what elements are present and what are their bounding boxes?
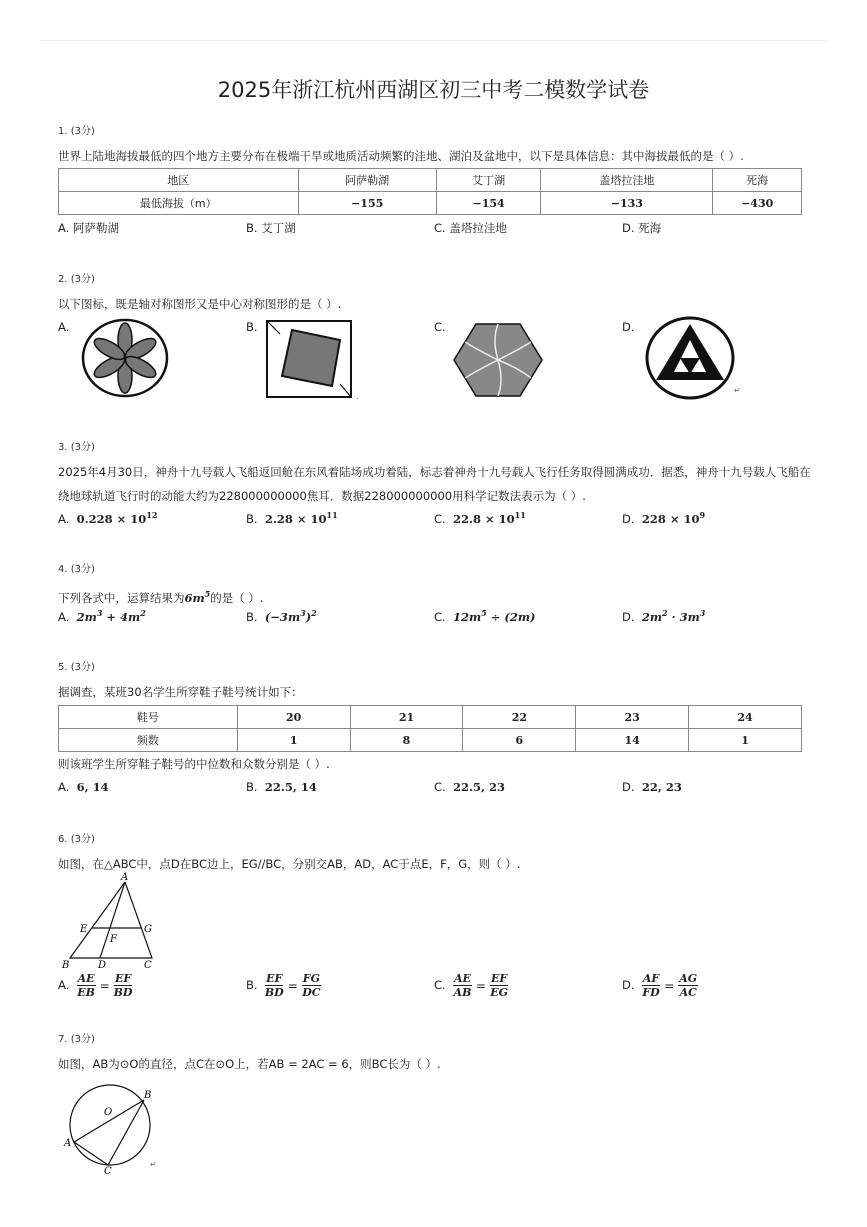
- label-g: G: [144, 924, 152, 935]
- fraction: $\frac{EF}{BD}$: [113, 972, 133, 999]
- question-2-stem: 以下图标，既是轴对称图形又是中心对称图形的是（ ）.: [58, 297, 342, 311]
- option-exponent: 11: [326, 510, 338, 520]
- option-a[interactable]: A.: [58, 320, 70, 334]
- option-label: A.: [58, 609, 70, 624]
- table-cell: 23: [576, 706, 689, 729]
- option-label: D.: [622, 780, 635, 794]
- option-c[interactable]: [434, 510, 526, 526]
- table-cell: 6: [463, 729, 576, 752]
- option-value: 22.5, 23: [453, 780, 506, 794]
- option-a[interactable]: A. $\frac{AE}{EB}$ = $\frac{EF}{BD}$: [58, 972, 133, 999]
- table-row-label: 频数: [59, 729, 238, 752]
- option-exponent: 9: [699, 510, 706, 520]
- option-b[interactable]: [246, 780, 317, 794]
- fraction: $\frac{AG}{AC}$: [679, 972, 698, 999]
- stem-exponent: 5: [204, 589, 211, 599]
- label-d: D: [98, 960, 107, 971]
- fraction: $\frac{EF}{EG}$: [490, 972, 508, 999]
- label-b: B: [62, 960, 70, 971]
- table-cell: 24: [689, 706, 802, 729]
- table-cell: −154: [436, 192, 541, 215]
- question-4-stem: [58, 582, 264, 610]
- table-cell: −430: [713, 192, 802, 215]
- hexagon-pinwheel-figure: [452, 320, 544, 400]
- option-label: B.: [246, 511, 258, 526]
- option-b[interactable]: B. $(-3m^3)^2$: [246, 608, 317, 624]
- table-cell: −155: [298, 192, 436, 215]
- return-mark: ↵: [734, 386, 741, 395]
- table-header-cell: 地区: [59, 169, 299, 192]
- option-b[interactable]: B. $\frac{EF}{BD}$ = $\frac{FG}{DC}$: [246, 972, 321, 999]
- table-header-cell: 阿萨勒湖: [298, 169, 436, 192]
- question-4-header: 4. (3分): [58, 564, 95, 575]
- triangle-circle-figure: [644, 316, 736, 400]
- question-5-stem-2: 则该班学生所穿鞋子鞋号的中位数和众数分别是（ ）.: [58, 757, 330, 771]
- table-cell: 8: [350, 729, 463, 752]
- fraction: $\frac{FG}{DC}$: [302, 972, 321, 999]
- label-a: A: [64, 1138, 72, 1149]
- triangle-abc-figure: [58, 872, 168, 972]
- option-base: 22.8 × 10: [453, 511, 515, 526]
- option-label: C.: [434, 978, 446, 992]
- flower-circle-figure: [80, 316, 170, 400]
- label-a: A: [121, 872, 129, 883]
- option-a[interactable]: A. 阿萨勒湖: [58, 221, 119, 235]
- question-3-header: 3. (3分): [58, 442, 95, 453]
- table-header-cell: 艾丁湖: [436, 169, 541, 192]
- option-base: 0.228 × 10: [76, 511, 147, 526]
- option-c[interactable]: C. 盖塔拉洼地: [434, 221, 507, 235]
- label-b: B: [144, 1090, 152, 1101]
- option-label: C.: [434, 780, 446, 794]
- option-d[interactable]: D. $2m^2 \cdot 3m^3$: [622, 608, 706, 624]
- option-value: 6, 14: [76, 780, 109, 794]
- option-c[interactable]: C. $\frac{AE}{AB}$ = $\frac{EF}{EG}$: [434, 972, 508, 999]
- question-2-header: 2. (3分): [58, 274, 95, 285]
- option-c[interactable]: C.: [434, 320, 446, 334]
- fraction: $\frac{AE}{EB}$: [77, 972, 95, 999]
- table-row-label: 鞋号: [59, 706, 238, 729]
- option-b[interactable]: [246, 510, 338, 526]
- table-cell: 22: [463, 706, 576, 729]
- stem-text: 的是（ ）.: [210, 590, 264, 605]
- table-header-cell: 盖塔拉洼地: [541, 169, 713, 192]
- question-1-header: 1. (3分): [58, 126, 95, 137]
- option-b[interactable]: B. 艾丁湖: [246, 221, 296, 235]
- label-e: E: [80, 924, 88, 935]
- table-cell: 1: [689, 729, 802, 752]
- square-in-square-figure: [264, 318, 356, 400]
- fraction: $\frac{EF}{BD}$: [264, 972, 284, 999]
- question-7-stem: 如图，AB为⊙O的直径，点C在⊙O上，若AB = 2AC = 6，则BC长为（ ）.: [58, 1057, 441, 1071]
- fraction: $\frac{AF}{FD}$: [642, 972, 660, 999]
- option-b[interactable]: B.: [246, 320, 258, 334]
- top-divider: [40, 40, 827, 41]
- option-base: 2.28 × 10: [264, 511, 327, 526]
- label-f: F: [110, 934, 117, 945]
- table-cell: 21: [350, 706, 463, 729]
- fraction: $\frac{AE}{AB}$: [453, 972, 472, 999]
- option-label: D.: [622, 609, 635, 624]
- table-cell: −133: [541, 192, 713, 215]
- option-label: A.: [58, 511, 70, 526]
- option-label: B.: [246, 609, 258, 624]
- table-cell: 1: [237, 729, 350, 752]
- option-exponent: 12: [146, 510, 158, 520]
- option-exponent: 11: [514, 510, 526, 520]
- question-1-stem: 世界上陆地海拔最低的四个地方主要分布在极端干旱或地质活动频繁的洼地、湖泊及盆地中，以下是具体信息：其中海拔最低的是（ ）.: [58, 149, 744, 163]
- question-6-stem: 如图，在△ABC中，点D在BC边上，EG//BC，分别交AB，AD，AC于点E，F，G，则（ ）.: [58, 857, 521, 871]
- option-label: C.: [434, 511, 446, 526]
- table-cell: 20: [237, 706, 350, 729]
- option-label: B.: [246, 978, 258, 992]
- option-label: D.: [622, 978, 635, 992]
- question-5-header: 5. (3分): [58, 662, 95, 673]
- question-3-stem-line-2: 绕地球轨道飞行时的动能大约为228000000000焦耳．数据228000000000用科学记数法表示为（ ）.: [58, 489, 586, 503]
- option-value: 22.5, 14: [264, 780, 317, 794]
- return-mark: ↵: [150, 1160, 157, 1169]
- option-a[interactable]: [58, 510, 157, 526]
- label-c: C: [144, 960, 152, 971]
- stem-text: 下列各式中，运算结果为: [58, 590, 185, 605]
- option-label: A.: [58, 780, 70, 794]
- option-c[interactable]: [434, 780, 505, 794]
- question-6-header: 6. (3分): [58, 834, 95, 845]
- option-base: 228 × 10: [641, 511, 700, 526]
- label-o: O: [104, 1107, 113, 1118]
- option-d[interactable]: D. $\frac{AF}{FD}$ = $\frac{AG}{AC}$: [622, 972, 698, 999]
- option-value: 22, 23: [641, 780, 682, 794]
- option-a[interactable]: A. $2m^3 + 4m^2$: [58, 608, 146, 624]
- option-d[interactable]: [622, 780, 682, 794]
- option-label: D.: [622, 511, 635, 526]
- table-cell: 14: [576, 729, 689, 752]
- option-d[interactable]: D. 死海: [622, 221, 662, 235]
- question-7-header: 7. (3分): [58, 1034, 95, 1045]
- option-label: B.: [246, 780, 258, 794]
- option-d[interactable]: [622, 510, 705, 526]
- option-label: C.: [434, 609, 446, 624]
- option-c[interactable]: C. $12m^5 \div (2m)$: [434, 608, 536, 624]
- table-header-cell: 死海: [713, 169, 802, 192]
- question-3-stem-line-1: 2025年4月30日，神舟十九号载人飞船返回舱在东风着陆场成功着陆，标志着神舟十九号载人飞行任务取得圆满成功．据悉，神舟十九号载人飞船在: [58, 465, 811, 479]
- dot-mark: .: [356, 392, 359, 401]
- shoe-size-table: [58, 705, 802, 752]
- page-title: 2025年浙江杭州西湖区初三中考二模数学试卷: [217, 78, 650, 102]
- option-label: A.: [58, 978, 70, 992]
- altitude-table: [58, 168, 802, 215]
- question-5-stem: 据调查，某班30名学生所穿鞋子鞋号统计如下：: [58, 685, 303, 699]
- stem-math: 6m: [184, 590, 205, 605]
- table-row-label: 最低海拔（m）: [59, 192, 299, 215]
- label-c: C: [104, 1166, 112, 1175]
- option-a[interactable]: [58, 780, 109, 794]
- option-d[interactable]: D.: [622, 320, 635, 334]
